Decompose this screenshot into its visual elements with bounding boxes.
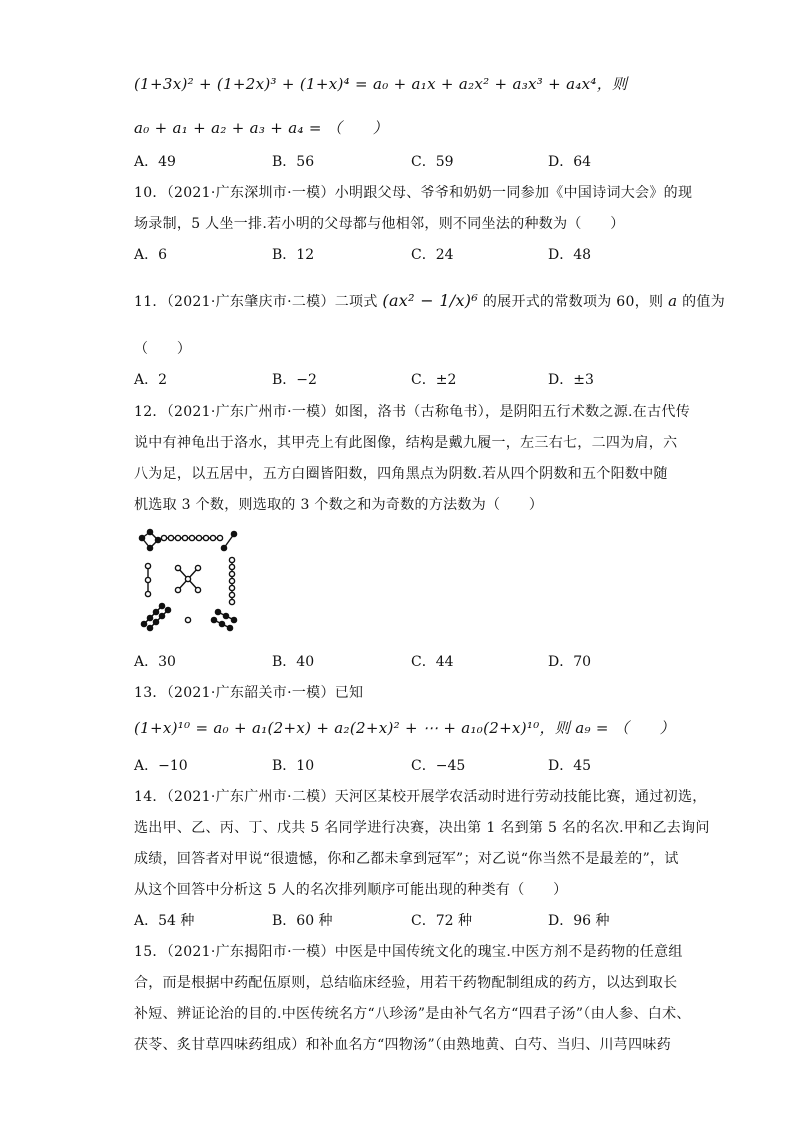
q12-choice-b: B．40 [272, 654, 315, 670]
q10-choice-c: C．24 [411, 247, 454, 263]
q9-choice-d: D．64 [548, 154, 592, 170]
q13-choice-d: D．45 [548, 758, 592, 774]
luoshu-bottom-right [211, 609, 236, 630]
q9-choice-c: C．59 [411, 154, 454, 170]
q15-line4: 茯苓、炙甘草四味药组成）和补血名方“四物汤”（由熟地黄、白芍、当归、川芎四味药 [134, 1037, 672, 1053]
q14-line2: 选出甲、乙、丙、丁、戊共 5 名同学进行决赛，决出第 1 名到第 5 名的名次.甲和乙去询问 [134, 820, 710, 836]
q13-formula: (1+x)¹⁰ = a₀ + a₁(2+x) + a₂(2+x)² + ⋯ + a₁₀(2+x)¹⁰，则 a₉ = （ ） [134, 719, 675, 737]
q9-formula-line2: a₀ + a₁ + a₂ + a₃ + a₄ = （ ） [134, 119, 389, 137]
q9-choice-b: B．56 [272, 154, 315, 170]
q14-choice-b: B．60 种 [272, 913, 333, 929]
q13-line1: 13．（2021·广东韶关市·一模）已知 [134, 685, 364, 701]
q12-line4: 机选取 3 个数，则选取的 3 个数之和为奇数的方法数为（ ） [134, 497, 544, 513]
luoshu-bottom [185, 617, 190, 622]
q11-choice-a: A．2 [134, 372, 168, 388]
luoshu-center [175, 565, 200, 592]
q9-formula-line1: (1+3x)² + (1+2x)³ + (1+x)⁴ = a₀ + a₁x + a₂x² + a₃x³ + a₄x⁴，则 [134, 75, 628, 93]
q13-choice-b: B．10 [272, 758, 315, 774]
q11-var: a [668, 292, 678, 310]
q12-choice-a: A．30 [134, 654, 176, 670]
q11-prefix: 11．（2021·广东肇庆市·二模）二项式 [134, 294, 378, 310]
q12-choice-c: C．44 [411, 654, 454, 670]
q11-binomial: (ax² − 1/x)⁶ [382, 291, 479, 310]
q11-choice-b: B．−2 [272, 372, 317, 388]
q10-line2: 场录制，5 人坐一排.若小明的父母都与他相邻，则不同坐法的种数为（ ） [134, 216, 625, 232]
q12-choice-d: D．70 [548, 654, 592, 670]
q11-line2: （ ） [134, 341, 192, 357]
q11-choice-d: D．±3 [548, 372, 594, 388]
q13-choices [134, 755, 694, 775]
q12-line1: 12．（2021·广东广州市·一模）如图，洛书（古称龟书），是阴阳五行术数之源.在古代传 [134, 404, 690, 420]
q13-choice-a: A．−10 [134, 758, 188, 774]
q14-choices [134, 910, 694, 930]
q9-choice-a: A．49 [134, 154, 176, 170]
luoshu-left [145, 563, 150, 596]
q12-choices [134, 651, 694, 671]
q14-line1: 14．（2021·广东广州市·二模）天河区某校开展学农活动时进行劳动技能比赛，通过初选， [134, 789, 707, 805]
q14-choice-c: C．72 种 [411, 913, 472, 929]
q15-line3: 补短、辨证论治的目的.中医传统名方“八珍汤”是由补气名方“四君子汤”（由人参、白术、 [134, 1006, 691, 1022]
q10-choices [134, 244, 694, 264]
q10-choice-b: B．12 [272, 247, 315, 263]
q9-choices [134, 151, 694, 171]
q10-choice-d: D．48 [548, 247, 592, 263]
q10-line1: 10．（2021·广东深圳市·一模）小明跟父母、爷爷和奶奶一同参加《中国诗词大会》的现 [134, 185, 693, 201]
q15-line2: 合，而是根据中药配伍原则，总结临床经验，用若干药物配制组成的药方，以达到取长 [134, 975, 678, 991]
luoshu-figure [130, 526, 250, 634]
luoshu-bottom-left [141, 603, 170, 630]
q14-choice-a: A．54 种 [134, 913, 195, 929]
q12-line3: 八为足，以五居中，五方白圈皆阳数，四角黑点为阴数.若从四个阴数和五个阳数中随 [134, 466, 668, 482]
q14-line3: 成绩，回答者对甲说“很遗憾，你和乙都未拿到冠军”；对乙说“你当然不是最差的”，试 [134, 851, 679, 867]
luoshu-right [229, 557, 234, 604]
q11-end: 的值为 [682, 294, 725, 310]
q12-line2: 说中有神龟出于洛水，其甲壳上有此图像，结构是戴九履一，左三右七，二四为肩，六 [134, 435, 678, 451]
q11-choices [134, 369, 694, 389]
q10-choice-a: A．6 [134, 247, 168, 263]
q11-suffix: 的展开式的常数项为 60，则 [482, 294, 664, 310]
q14-choice-d: D．96 种 [548, 913, 610, 929]
q14-line4: 从这个回答中分析这 5 人的名次排列顺序可能出现的种类有（ ） [134, 882, 568, 898]
luoshu-top [161, 535, 222, 540]
luoshu-top-right [221, 531, 236, 550]
q11-line1 [134, 291, 725, 311]
q13-choice-c: C．−45 [411, 758, 466, 774]
q15-line1: 15．（2021·广东揭阳市·一模）中医是中国传统文化的瑰宝.中医方剂不是药物的任意组 [134, 944, 683, 960]
luoshu-top-left [139, 529, 160, 550]
q11-choice-c: C．±2 [411, 372, 457, 388]
